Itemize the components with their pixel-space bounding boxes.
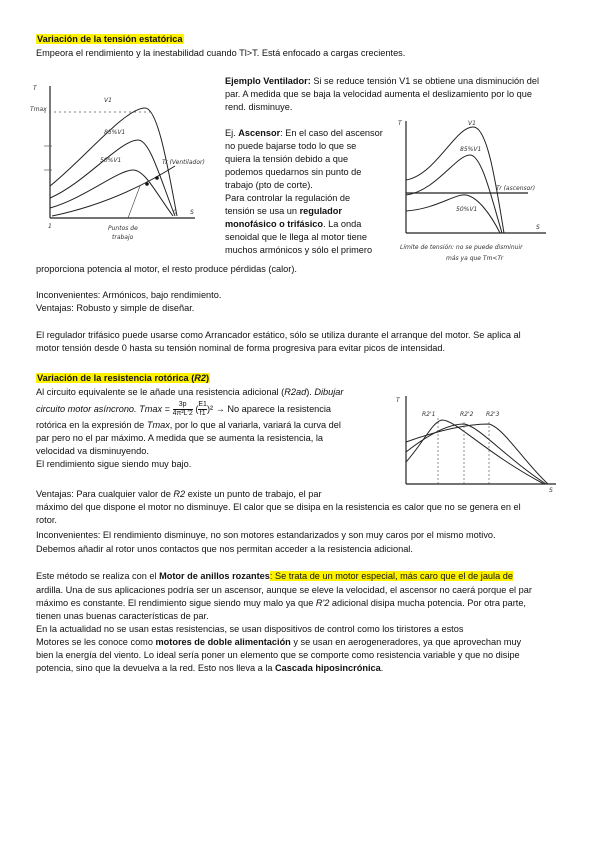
rotor-paragraph-line5: velocidad va disminuyendo. [36, 446, 149, 456]
regulator-line2: tensión se usa un regulador [225, 206, 342, 216]
regulator-line5: muchos armónicos y sólo el primero [225, 245, 373, 255]
fig1-work-point-2 [145, 182, 149, 186]
soft-starter-line2: motor tensión desde 0 hasta su tensión nominal de forma progresiva para evitar picos de intensidad. [36, 343, 446, 353]
rotor-cons-line2: Debemos añadir al rotor unos contactos que nos permitan acceder a la resistencia adicional. [36, 544, 413, 554]
regulator-line1: Para controlar la regulación de [225, 193, 351, 203]
slip-ring-line5: En la actualidad no se usan estas resistencias, se usan dispositivos de control como los tiristores a estos [36, 624, 464, 634]
fig2-load-label: Tr (ascensor) [496, 185, 536, 192]
slip-ring-line4: tienen unas buenas características de par. [36, 611, 209, 621]
rotor-pros-line3: rotor. [36, 515, 57, 525]
rotor-cons-line1: Inconvenientes: El rendimiento disminuye, no son motores estandarizados y son muy caros por el mismo motivo. [36, 530, 496, 540]
fig3-curve-r2 [406, 424, 546, 484]
regulator-line4: senoidal que le llega al motor tiene [225, 232, 367, 242]
fig1-points-label-2: trabajo [112, 234, 134, 241]
fig2-note-2: más ya que Tm<Tr [446, 255, 504, 262]
fig3-x-label: S [549, 487, 553, 492]
fig2-s-label: S [536, 224, 540, 231]
elevator-example-line3: quiera la tensión debido a que [225, 154, 349, 164]
pros-line: Ventajas: Robusto y simple de diseñar. [36, 303, 195, 313]
fig1-load-label: Tr (Ventilador) [162, 159, 205, 166]
fig1-points-label-1: Puntos de [108, 225, 138, 232]
fig1-curve-50 [50, 170, 173, 216]
fig1-85-label: 85%V1 [104, 129, 126, 136]
fig2-curve-50 [406, 195, 500, 233]
fig2-85-label: 85%V1 [460, 146, 482, 153]
elevator-torque-sketch [396, 115, 561, 270]
fig2-note-1: Límite de tensión: no se puede disminuir [400, 244, 523, 251]
rotor-resistance-sketch [394, 392, 564, 492]
fig1-50-label: 50%V1 [100, 157, 122, 164]
slip-ring-line8: potencia, sino que la devuelva a la red. Esto nos lleva a la Cascada hiposincrónica. [36, 663, 384, 673]
elevator-example-line4: podemos quedarnos sin punto de [225, 167, 362, 177]
slip-ring-line3: máximo es constante. El rendimiento sigue siendo muy malo ya que R'2 adicional disipa mucha potencia. Por otra parte, [36, 598, 526, 608]
fig3-r3-label: R2'3 [486, 411, 500, 418]
fig1-v1-label: V1 [104, 97, 112, 104]
slip-ring-line2: ardilla. Una de sus aplicaciones podría ser un ascensor, aunque se eleve la velocidad, el ascensor no caerá porque el par [36, 585, 532, 595]
slip-ring-line6: Motores se les conoce como motores de doble alimentación y se usan en aerogeneradores, ya que aprovechan muy [36, 637, 522, 647]
fig1-y-label: T [33, 85, 37, 92]
rotor-pros-line2: máximo del que dispone el motor no disminuye. El calor que se disipa en la resistencia es calor que no se genera en el [36, 502, 521, 512]
intro-paragraph: Empeora el rendimiento y la inestabilidad cuando Tl>T. Está enfocado a cargas crecientes. [36, 48, 406, 58]
slip-ring-line1: Este método se realiza con el Motor de anillos rozantes: Se trata de un motor especial, más caro que el de jaula de [36, 571, 513, 581]
fig1-s1-label: 1 [48, 223, 52, 230]
fig2-50-label: 50%V1 [456, 206, 478, 213]
fig2-v1-label: V1 [468, 120, 476, 127]
fig1-tmax-label: Tmax [30, 106, 47, 113]
elevator-example-line5: trabajo (pto de corte). [225, 180, 313, 190]
fig2-curve-85 [406, 155, 502, 233]
fan-example-line1: Ejemplo Ventilador: Si se reduce tensión V1 se obtiene una disminución del [225, 76, 540, 86]
section-title-stator-voltage: Variación de la tensión estatórica [37, 34, 183, 44]
fig3-r1-label: R2'1 [422, 411, 436, 418]
slip-ring-line7: bien la energía del viento. Lo ideal sería poner un elemento que se comporte como resistencia variable y que no disipe [36, 650, 520, 660]
fan-example-line2: par. A medida que se baja la velocidad aumenta el deslizamiento por lo que [225, 89, 532, 99]
fan-example-line3: rend. disminuye. [225, 102, 293, 112]
fig3-curve-r1 [406, 420, 544, 484]
rotor-paragraph-line3: rotórica en la expresión de Tmax, por lo que al variarla, variará la curva del [36, 420, 341, 430]
soft-starter-line1: El regulador trifásico puede usarse como Arrancador estático, sólo se utiliza durante el arranque del motor. Se aplica al [36, 330, 521, 340]
elevator-example-line2: no puede bajarse todo lo que se [225, 141, 357, 151]
fig1-s0-label: 0 [173, 209, 177, 216]
fig3-curve-r3 [406, 424, 548, 484]
fig1-load-curve [52, 166, 175, 216]
elevator-example-line1: Ej. Ascensor: En el caso del ascensor [225, 128, 383, 138]
section-title-rotor-resistance: Variación de la resistencia rotórica (R2) [37, 373, 210, 383]
fig3-y-label: T [396, 397, 400, 404]
fig1-s-label: S [190, 209, 194, 216]
rotor-paragraph-line6: El rendimiento sigue siendo muy bajo. [36, 459, 192, 469]
fan-torque-sketch [30, 78, 220, 263]
fig2-y-label: T [398, 120, 402, 127]
fig1-work-point-1 [155, 176, 159, 180]
fig2-curve-v1 [406, 127, 504, 233]
fig3-r2-label: R2'2 [460, 411, 474, 418]
rotor-pros-line1: Ventajas: Para cualquier valor de R2 existe un punto de trabajo, el par [36, 489, 322, 499]
cons-line: Inconvenientes: Armónicos, bajo rendimiento. [36, 290, 222, 300]
rotor-formula-line: circuito motor asíncrono. Tmax = $\frac{3p}{\text{4π²L′2}}$ ( $\frac{E1}{f1}$ )² → No aparece la resistencia [36, 401, 332, 417]
regulator-line3: monofásico o trifásico. La onda [225, 219, 362, 229]
regulator-line6: proporciona potencia al motor, el resto produce pérdidas (calor). [36, 264, 297, 274]
rotor-paragraph-line4: par pero no el par máximo. A medida que se aumenta la resistencia, la [36, 433, 324, 443]
rotor-paragraph-line1: Al circuito equivalente se le añade una resistencia adicional (R2ad). Dibujar [36, 387, 344, 397]
